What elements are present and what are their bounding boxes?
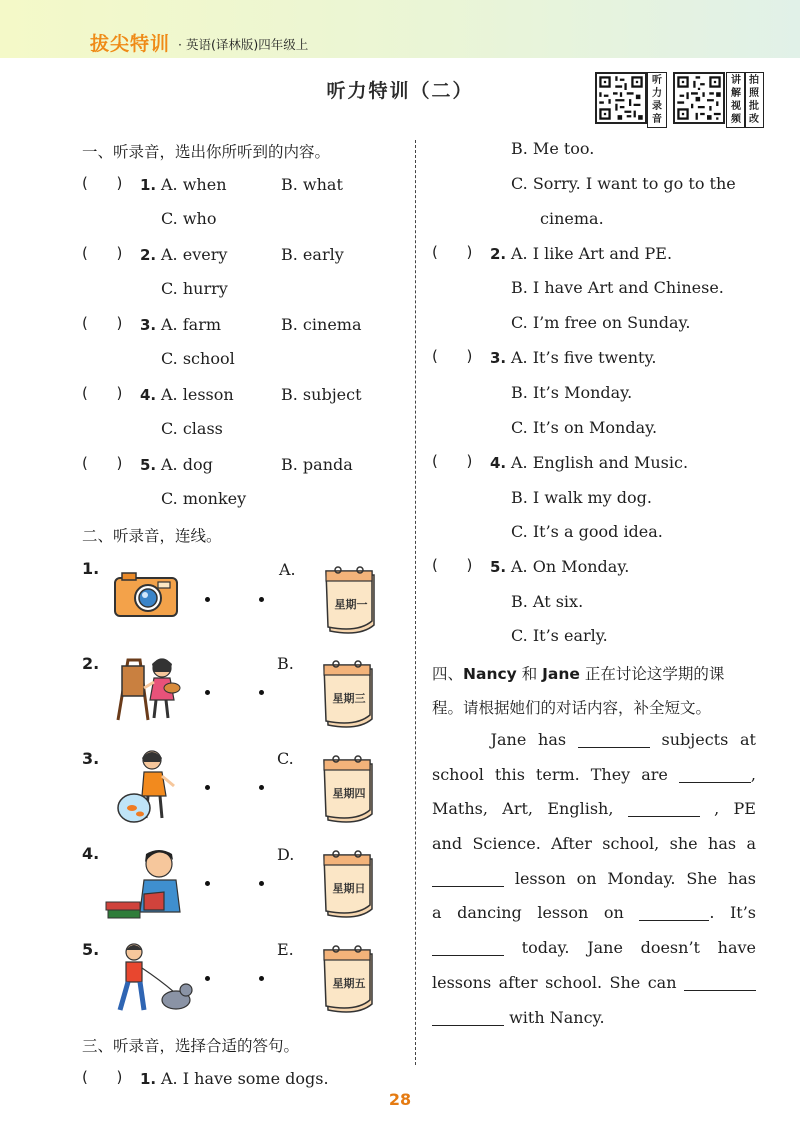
option-b: B. Me too. xyxy=(511,139,595,158)
passage-text: Jane has xyxy=(490,730,567,749)
option-a: A. farm xyxy=(161,315,222,334)
answer-blank[interactable]: ( ) xyxy=(82,454,123,472)
fill-blank[interactable] xyxy=(432,938,504,956)
brand-logo: 拔尖特训 xyxy=(90,33,171,55)
name-nancy: Nancy xyxy=(463,665,517,683)
fill-blank[interactable] xyxy=(628,799,700,817)
match-dot-right[interactable] xyxy=(259,690,264,695)
part3-heading: 三、听录音，选择合适的答句。 xyxy=(82,1037,300,1055)
qr-label-audio: 听力录音 xyxy=(647,72,667,128)
match-letter-d: D. xyxy=(277,845,295,864)
passage-text: school this term. They are xyxy=(432,764,668,784)
fill-in-passage xyxy=(432,723,756,1035)
fill-blank[interactable] xyxy=(432,869,504,887)
answer-blank[interactable]: ( ) xyxy=(432,243,473,261)
boy-reading-picture xyxy=(104,844,194,922)
fill-blank[interactable] xyxy=(639,903,709,921)
match-number-2: 2. xyxy=(82,654,100,673)
match-letter-b: B. xyxy=(277,654,294,673)
answer-blank[interactable]: ( ) xyxy=(432,556,473,574)
match-number-1: 1. xyxy=(82,559,100,578)
match-number-3: 3. xyxy=(82,749,100,768)
qr-label-photo: 拍照批改 xyxy=(744,72,764,128)
option-a: A. I have some dogs. xyxy=(161,1069,329,1088)
calendar-day-label: 星期四 xyxy=(332,787,366,800)
option-c: C. who xyxy=(161,209,217,228)
option-a: A. dog xyxy=(161,455,213,474)
heading-text: 正在讨论这学期的课 xyxy=(579,665,725,683)
passage-line xyxy=(432,723,756,758)
fill-blank[interactable] xyxy=(578,730,650,748)
match-dot-right[interactable] xyxy=(259,976,264,981)
calendar-day-label: 星期五 xyxy=(332,977,366,990)
match-dot-left[interactable] xyxy=(205,597,210,602)
option-c: C. It’s a good idea. xyxy=(511,522,663,541)
answer-blank[interactable]: ( ) xyxy=(82,1068,123,1086)
question-number: 4. xyxy=(490,454,507,472)
passage-line xyxy=(432,1001,756,1036)
passage-line xyxy=(432,966,756,1001)
answer-blank[interactable]: ( ) xyxy=(82,384,123,402)
passage-text: today. Jane doesn’t have xyxy=(521,938,756,958)
passage-line xyxy=(432,896,756,931)
match-letter-a: A. xyxy=(279,560,296,579)
option-b: B. I have Art and Chinese. xyxy=(511,278,724,297)
option-c: C. It’s early. xyxy=(511,626,608,645)
option-c: C. class xyxy=(161,419,223,438)
option-b: B. It’s Monday. xyxy=(511,383,633,402)
question-number: 2. xyxy=(140,246,157,264)
qr-label-video: 讲解视频 xyxy=(726,72,746,128)
option-c-cont: cinema. xyxy=(540,209,604,228)
girl-feeding-fish-picture xyxy=(114,746,186,826)
camera-picture xyxy=(112,570,180,618)
passage-text: , xyxy=(750,764,756,784)
match-dot-right[interactable] xyxy=(259,785,264,790)
option-a: A. English and Music. xyxy=(511,453,689,472)
option-a: A. when xyxy=(161,175,227,194)
girl-painting-picture xyxy=(110,652,182,722)
match-dot-left[interactable] xyxy=(205,976,210,981)
option-b: B. what xyxy=(281,175,343,194)
option-b: B. early xyxy=(281,245,344,264)
passage-text: . It’s xyxy=(709,903,757,923)
part2-heading: 二、听录音，连线。 xyxy=(82,527,222,545)
option-a: A. On Monday. xyxy=(511,557,630,576)
question-number: 2. xyxy=(490,245,507,263)
passage-text: lessons after school. She can xyxy=(432,972,677,992)
question-number: 5. xyxy=(490,558,507,576)
option-c: C. monkey xyxy=(161,489,247,508)
passage-line xyxy=(432,862,756,897)
option-b: B. I walk my dog. xyxy=(511,488,652,507)
question-number: 1. xyxy=(140,1070,157,1088)
question-number: 1. xyxy=(140,176,157,194)
name-jane: Jane xyxy=(542,665,580,683)
answer-blank[interactable]: ( ) xyxy=(82,314,123,332)
option-b: B. cinema xyxy=(281,315,362,334)
option-c: C. school xyxy=(161,349,235,368)
match-number-4: 4. xyxy=(82,844,100,863)
match-dot-left[interactable] xyxy=(205,690,210,695)
part1-heading: 一、听录音，选出你所听到的内容。 xyxy=(82,143,331,161)
passage-text: subjects at xyxy=(661,730,756,749)
option-c: C. It’s on Monday. xyxy=(511,418,658,437)
column-divider xyxy=(415,140,416,1065)
boy-walking-dog-picture xyxy=(108,940,194,1016)
passage-text: a dancing lesson on xyxy=(432,903,624,923)
passage-text: lesson on Monday. She has xyxy=(514,868,756,888)
passage-line xyxy=(432,827,756,862)
answer-blank[interactable]: ( ) xyxy=(432,347,473,365)
book-info: · 英语(译林版)四年级上 xyxy=(178,37,309,52)
part4-number: 四、 xyxy=(432,665,464,683)
conjunction: 和 xyxy=(516,665,543,683)
passage-line xyxy=(432,931,756,966)
option-c: C. I’m free on Sunday. xyxy=(511,313,691,332)
match-dot-right[interactable] xyxy=(259,597,264,602)
answer-blank[interactable]: ( ) xyxy=(432,452,473,470)
option-b: B. At six. xyxy=(511,592,584,611)
fill-blank[interactable] xyxy=(432,1008,504,1026)
passage-text: with Nancy. xyxy=(509,1007,605,1027)
match-letter-c: C. xyxy=(277,749,294,768)
option-b: B. panda xyxy=(281,455,353,474)
option-a: A. every xyxy=(161,245,228,264)
question-number: 5. xyxy=(140,456,157,474)
answer-blank[interactable]: ( ) xyxy=(82,244,123,262)
page-number: 28 xyxy=(388,1090,412,1109)
match-number-5: 5. xyxy=(82,940,100,959)
passage-line xyxy=(432,792,756,827)
heading-text-line2: 程。请根据她们的对话内容，补全短文。 xyxy=(432,699,712,717)
option-c: C. Sorry. I want to go to the xyxy=(511,174,736,193)
passage-line xyxy=(432,758,756,793)
option-a: A. I like Art and PE. xyxy=(511,244,673,263)
match-dot-left[interactable] xyxy=(205,881,210,886)
part4-heading xyxy=(432,657,762,725)
passage-text: , PE xyxy=(714,799,756,819)
option-c: C. hurry xyxy=(161,279,228,298)
passage-text: Maths, Art, English, xyxy=(432,799,614,819)
option-a: A. It’s five twenty. xyxy=(511,348,657,367)
match-letter-e: E. xyxy=(277,940,294,959)
option-a: A. lesson xyxy=(161,385,234,404)
match-dot-right[interactable] xyxy=(259,881,264,886)
qr-code-audio-icon[interactable] xyxy=(595,72,647,124)
question-number: 3. xyxy=(490,349,507,367)
page-title: 听力特训（二） xyxy=(326,80,474,102)
calendar-day-label: 星期三 xyxy=(332,692,366,705)
fill-blank[interactable] xyxy=(684,973,756,991)
calendar-day-label: 星期一 xyxy=(334,598,368,611)
question-number: 4. xyxy=(140,386,157,404)
fill-blank[interactable] xyxy=(679,765,751,783)
answer-blank[interactable]: ( ) xyxy=(82,174,123,192)
option-b: B. subject xyxy=(281,385,362,404)
passage-text: and Science. After school, she has a xyxy=(432,834,756,854)
question-number: 3. xyxy=(140,316,157,334)
calendar-day-label: 星期日 xyxy=(332,882,366,895)
qr-code-video-icon[interactable] xyxy=(673,72,725,124)
match-dot-left[interactable] xyxy=(205,785,210,790)
